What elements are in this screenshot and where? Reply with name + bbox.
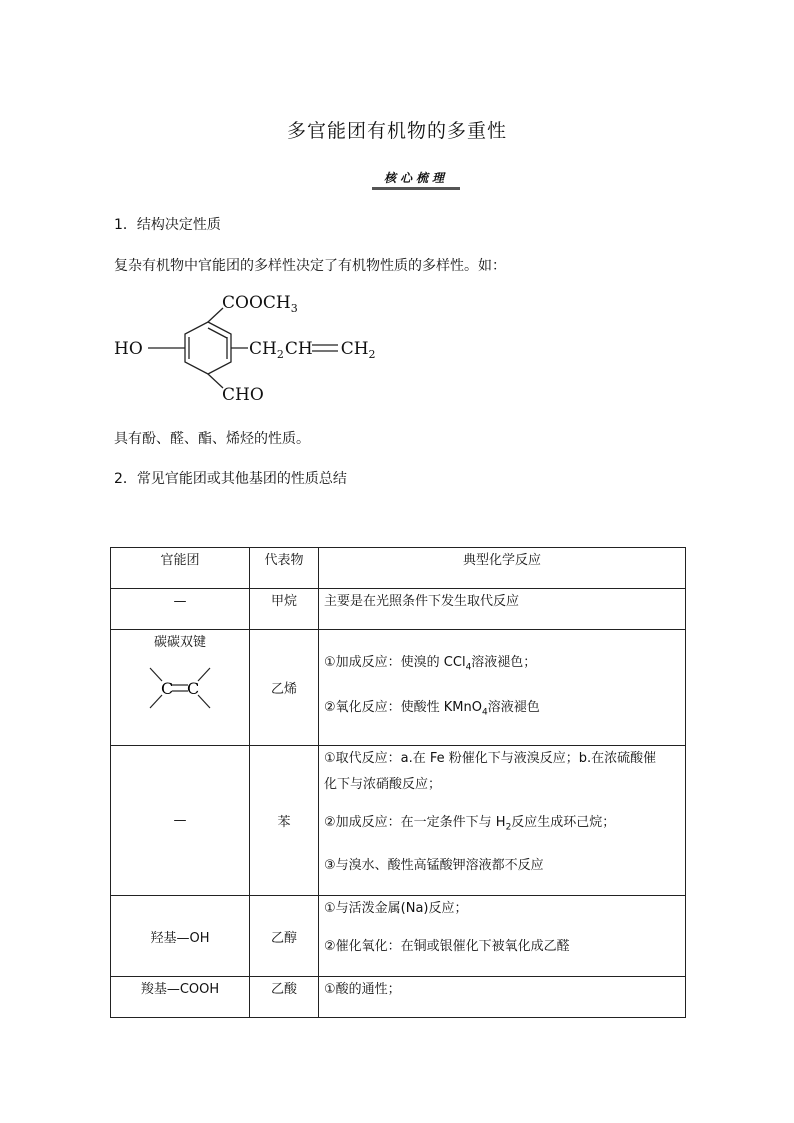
bond-to-cooch3 [208,308,223,322]
cell-group: 羧基—COOH [111,977,250,1018]
section-tag: 核心梳理 [383,171,448,185]
svg-text:C: C [161,679,174,698]
header-representative: 代表物 [250,548,319,589]
table-row [111,630,686,746]
cell-reactions: ①与活泼金属(Na)反应； ②催化氧化：在铜或银催化下被氧化成乙醛 [319,896,686,977]
cell-group: 羟基—OH [111,896,250,977]
functional-group-table [110,547,686,1018]
cell-reactions: ①酸的通性； [319,977,686,1018]
cell-reactions: ①加成反应：使溴的 CCl$_4$溶液褪色； ②氧化反应：使酸性 KMnO$_4$溶液褪色 [319,630,686,746]
cell-representative: 甲烷 [250,589,319,630]
intro-paragraph: 复杂有机物中官能团的多样性决定了有机物性质的多样性。如： [114,258,506,274]
table-row [111,589,686,630]
cell-group: 碳碳双键 C C [111,630,250,746]
ho-label: HO [114,339,143,359]
header-functional-group: 官能团 [111,548,250,589]
property-summary: 具有酚、醛、酯、烯烃的性质。 [114,431,310,447]
chain-label: $CH_2CH$ $CH_2$ [249,339,376,361]
molecule-structure [110,286,400,406]
cooch3-label: $COOCH_3$ [222,293,298,315]
svg-text:C: C [187,679,200,698]
cell-representative: 乙醇 [250,896,319,977]
header-typical-reaction: 典型化学反应 [319,548,686,589]
table-row [111,746,686,896]
table-row [111,896,686,977]
cell-reactions: 主要是在光照条件下发生取代反应 [319,589,686,630]
page-title: 多官能团有机物的多重性 [286,120,507,142]
heading-functional-group-summary: 2．常见官能团或其他基团的性质总结 [114,471,347,487]
bond-to-cho [208,374,223,388]
cc-double-bond-structure [130,653,230,723]
section-tag-underline [372,187,460,190]
heading-structure-determines-property: 1．结构决定性质 [114,217,221,233]
ring-double-bond [208,328,227,338]
table-header-row [111,548,686,589]
cell-representative: 乙酸 [250,977,319,1018]
table-row [111,977,686,1018]
cell-reactions: ①取代反应：a.在 Fe 粉催化下与液溴反应；b.在浓硫酸催 化下与浓硝酸反应； ②加成反应：在一定条件下与 $H_2$反应生成环己烷； ③与溴水、酸性高锰酸钾溶液都不反应 [319,746,686,896]
cho-label: CHO [222,385,264,405]
cell-representative: 苯 [250,746,319,896]
cell-group: — [111,746,250,896]
cell-group: — [111,589,250,630]
benzene-ring [185,322,231,374]
cell-representative: 乙烯 [250,630,319,746]
